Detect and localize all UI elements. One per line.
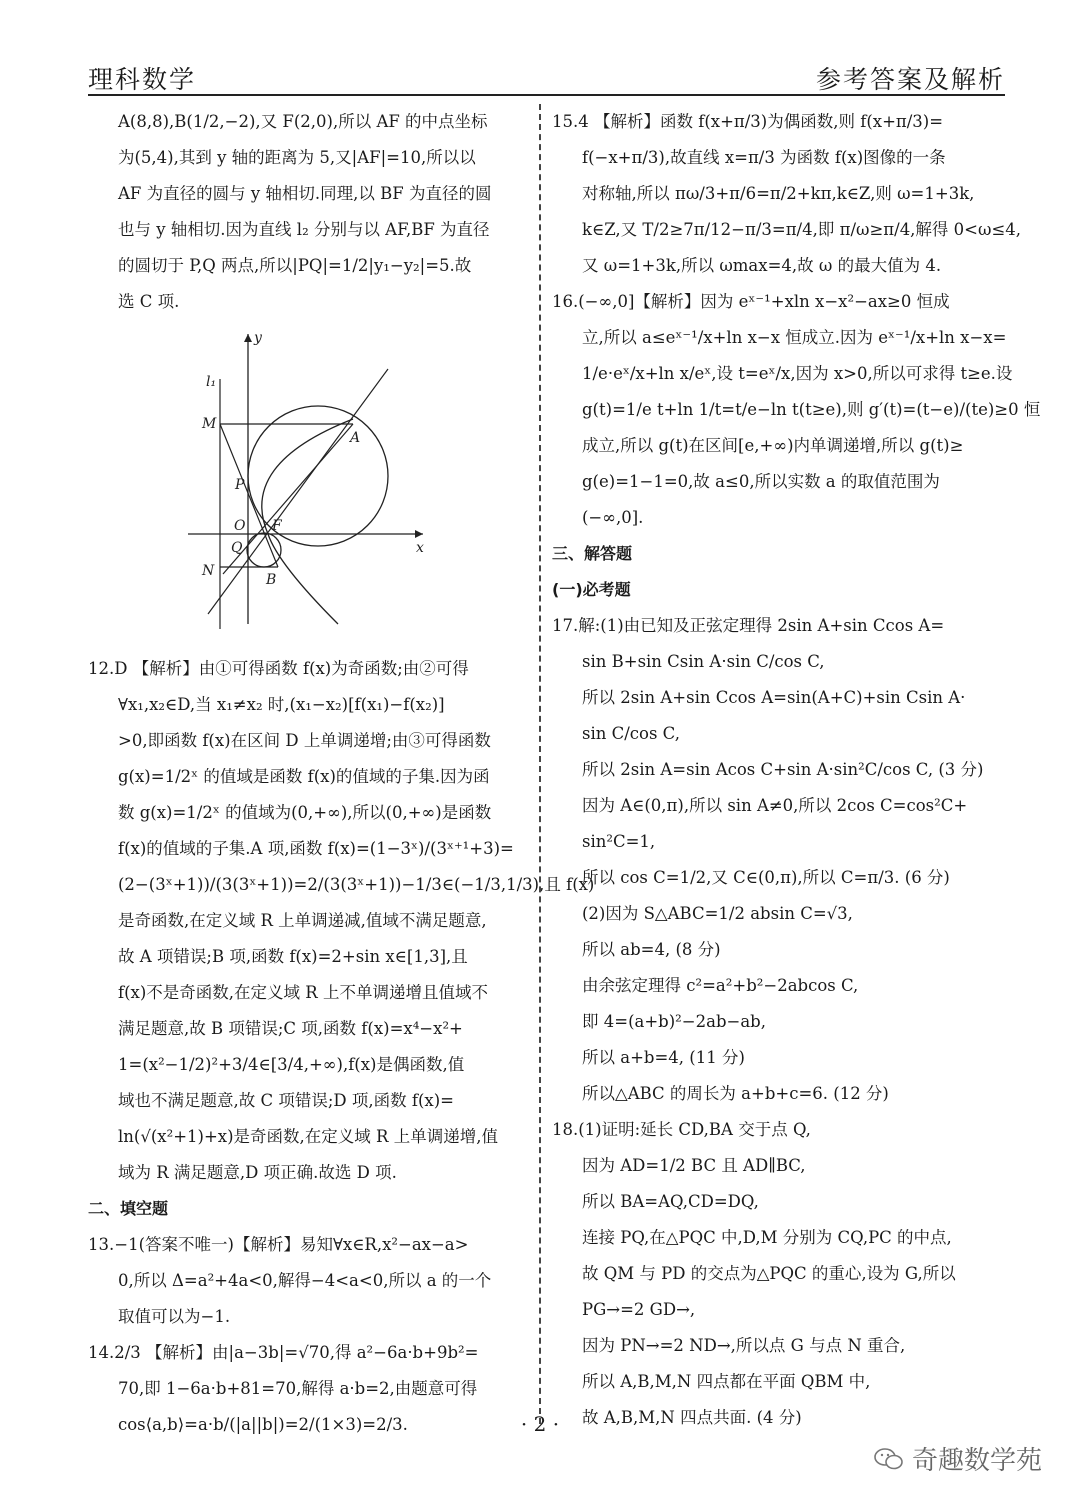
- text-line: g(x)=1/2ˣ 的值域是函数 f(x)的值域的子集.因为函: [118, 767, 490, 786]
- text-line: ∀x₁,x₂∈D,当 x₁≠x₂ 时,(x₁−x₂)[f(x₁)−f(x₂)]: [118, 695, 445, 714]
- text-line: 15.4 【解析】函数 f(x+π/3)为偶函数,则 f(x+π/3)=: [552, 112, 944, 131]
- label-y: y: [254, 330, 262, 346]
- text-line: 所以 2sin A+sin Ccos A=sin(A+C)+sin Csin A·: [582, 688, 966, 707]
- label-N: N: [202, 563, 215, 579]
- text-line: 满足题意,故 B 项错误;C 项,函数 f(x)=x⁴−x²+: [118, 1019, 463, 1038]
- text-line: 又 ω=1+3k,所以 ωmax=4,故 ω 的最大值为 4.: [582, 256, 942, 275]
- text-line: 18.(1)证明:延长 CD,BA 交于点 Q,: [552, 1120, 811, 1139]
- text-line: g(e)=1−1=0,故 a≤0,所以实数 a 的取值范围为: [582, 472, 940, 491]
- text-line: f(x)的值域的子集.A 项,函数 f(x)=(1−3ˣ)/(3ˣ⁺¹+3)=: [118, 839, 514, 858]
- right-column: [552, 104, 1041, 1436]
- text-line: 域也不满足题意,故 C 项错误;D 项,函数 f(x)=: [118, 1091, 454, 1110]
- header-subject: 理科数学: [88, 65, 197, 94]
- parabola-circles-figure: [178, 324, 478, 634]
- text-line: cos⟨a,b⟩=a·b/(|a||b|)=2/(1×3)=2/3.: [118, 1415, 408, 1434]
- text-line: f(x)不是奇函数,在定义域 R 上不单调递增且值域不: [118, 983, 488, 1002]
- text-line: 连接 PQ,在△PQC 中,D,M 分别为 CQ,PC 的中点,: [582, 1228, 952, 1247]
- page-number: · 2 ·: [520, 1412, 560, 1436]
- text-line: 所以△ABC 的周长为 a+b+c=6. (12 分): [582, 1084, 889, 1103]
- text-line: 取值可以为−1.: [118, 1307, 231, 1326]
- text-line: 选 C 项.: [118, 292, 180, 311]
- text-line: (2−(3ˣ+1))/(3(3ˣ+1))=2/(3(3ˣ+1))−1/3∈(−1/3,1/3),且 f(x): [118, 875, 595, 894]
- text-line: 数 g(x)=1/2ˣ 的值域为(0,+∞),所以(0,+∞)是函数: [118, 803, 492, 822]
- label-B: B: [266, 572, 277, 588]
- text-line: A(8,8),B(1/2,−2),又 F(2,0),所以 AF 的中点坐标: [118, 112, 488, 131]
- wechat-icon: [874, 1447, 904, 1471]
- page-header: [88, 58, 1005, 96]
- label-F: F: [272, 518, 282, 534]
- text-line: 所以 2sin A=sin Acos C+sin A·sin²C/cos C, (3 分): [582, 760, 984, 779]
- text-line: (2)因为 S△ABC=1/2 absin C=√3,: [582, 904, 853, 923]
- watermark: [874, 1440, 1042, 1477]
- text-line: 因为 AD=1/2 BC 且 AD∥BC,: [582, 1156, 806, 1175]
- text-line: sin C/cos C,: [582, 724, 680, 743]
- label-A: A: [350, 430, 361, 446]
- text-line: f(−x+π/3),故直线 x=π/3 为函数 f(x)图像的一条: [582, 148, 946, 167]
- text-line: 16.(−∞,0]【解析】因为 eˣ⁻¹+xln x−x²−ax≥0 恒成: [552, 292, 950, 311]
- label-O: O: [234, 518, 246, 534]
- text-line: 0,所以 Δ=a²+4a<0,解得−4<a<0,所以 a 的一个: [118, 1271, 492, 1290]
- text-line: 也与 y 轴相切.因为直线 l₂ 分别与以 AF,BF 为直径: [118, 220, 490, 239]
- text-line: k∈Z,又 T/2≥7π/12−π/3=π/4,即 π/ω≥π/4,解得 0<ω≤4,: [582, 220, 1022, 239]
- text-line: PG→=2 GD→,: [582, 1300, 696, 1319]
- text-line: g(t)=1/e t+ln 1/t=t/e−ln t(t≥e),则 g′(t)=(t−e)/(te)≥0 恒: [582, 400, 1041, 419]
- text-line: 故 A 项错误;B 项,函数 f(x)=2+sin x∈[1,3],且: [118, 947, 468, 966]
- label-x: x: [416, 540, 424, 556]
- text-line: 所以 a+b=4, (11 分): [582, 1048, 745, 1067]
- label-P: P: [235, 477, 245, 493]
- text-line: >0,即函数 f(x)在区间 D 上单调递增;由③可得函数: [118, 731, 491, 750]
- text-line: 因为 PN→=2 ND→,所以点 G 与点 N 重合,: [582, 1336, 906, 1355]
- section-heading: 二、填空题: [88, 1199, 169, 1218]
- column-divider: [539, 104, 541, 1424]
- text-line: 17.解:(1)由已知及正弦定理得 2sin A+sin Ccos A=: [552, 616, 945, 635]
- text-line: 所以 BA=AQ,CD=DQ,: [582, 1192, 759, 1211]
- text-line: 立,所以 a≤eˣ⁻¹/x+ln x−x 恒成立.因为 eˣ⁻¹/x+ln x−x=: [582, 328, 1007, 347]
- section-heading: 三、解答题: [552, 544, 633, 563]
- label-M: M: [202, 416, 217, 432]
- text-line: 1/e·eˣ/x+ln x/eˣ,设 t=eˣ/x,因为 x>0,所以可求得 t≥e.设: [582, 364, 1013, 383]
- text-line: AF 为直径的圆与 y 轴相切.同理,以 BF 为直径的圆: [118, 184, 492, 203]
- text-line: sin²C=1,: [582, 832, 656, 851]
- text-line: (−∞,0].: [582, 508, 644, 527]
- text-line: 13.−1(答案不唯一)【解析】易知∀x∈R,x²−ax−a>: [88, 1235, 469, 1254]
- label-l1: l₁: [206, 374, 217, 390]
- text-line: 1=(x²−1/2)²+3/4∈[3/4,+∞),f(x)是偶函数,值: [118, 1055, 465, 1074]
- section-heading: (一)必考题: [552, 580, 631, 599]
- header-title: 参考答案及解析: [815, 65, 1005, 94]
- text-line: 由余弦定理得 c²=a²+b²−2abcos C,: [582, 976, 859, 995]
- watermark-text: 奇趣数学苑: [911, 1446, 1042, 1476]
- text-line: 的圆切于 P,Q 两点,所以|PQ|=1/2|y₁−y₂|=5.故: [118, 256, 472, 275]
- text-line: 成立,所以 g(t)在区间[e,+∞)内单调递增,所以 g(t)≥: [582, 436, 964, 455]
- text-line: 故 A,B,M,N 四点共面. (4 分): [582, 1408, 802, 1427]
- label-Q: Q: [231, 540, 243, 556]
- text-line: 70,即 1−6a·b+81=70,解得 a·b=2,由题意可得: [118, 1379, 478, 1398]
- text-line: 对称轴,所以 πω/3+π/6=π/2+kπ,k∈Z,则 ω=1+3k,: [582, 184, 975, 203]
- text-line: 12.D 【解析】由①可得函数 f(x)为奇函数;由②可得: [88, 659, 469, 678]
- text-line: 所以 A,B,M,N 四点都在平面 QBM 中,: [582, 1372, 871, 1391]
- text-line: 所以 ab=4, (8 分): [582, 940, 721, 959]
- text-line: 即 4=(a+b)²−2ab−ab,: [582, 1012, 766, 1031]
- text-line: 14.2/3 【解析】由|a−3b|=√70,得 a²−6a·b+9b²=: [88, 1343, 479, 1362]
- text-line: sin B+sin Csin A·sin C/cos C,: [582, 652, 825, 671]
- text-line: 所以 cos C=1/2,又 C∈(0,π),所以 C=π/3. (6 分): [582, 868, 950, 887]
- text-line: 域为 R 满足题意,D 项正确.故选 D 项.: [118, 1163, 397, 1182]
- text-line: 故 QM 与 PD 的交点为△PQC 的重心,设为 G,所以: [582, 1264, 956, 1283]
- text-line: 为(5,4),其到 y 轴的距离为 5,又|AF|=10,所以以: [118, 148, 476, 167]
- text-line: 因为 A∈(0,π),所以 sin A≠0,所以 2cos C=cos²C+: [582, 796, 968, 815]
- text-line: 是奇函数,在定义域 R 上单调递减,值域不满足题意,: [118, 911, 487, 930]
- text-line: ln(√(x²+1)+x)是奇函数,在定义域 R 上单调递增,值: [118, 1127, 498, 1146]
